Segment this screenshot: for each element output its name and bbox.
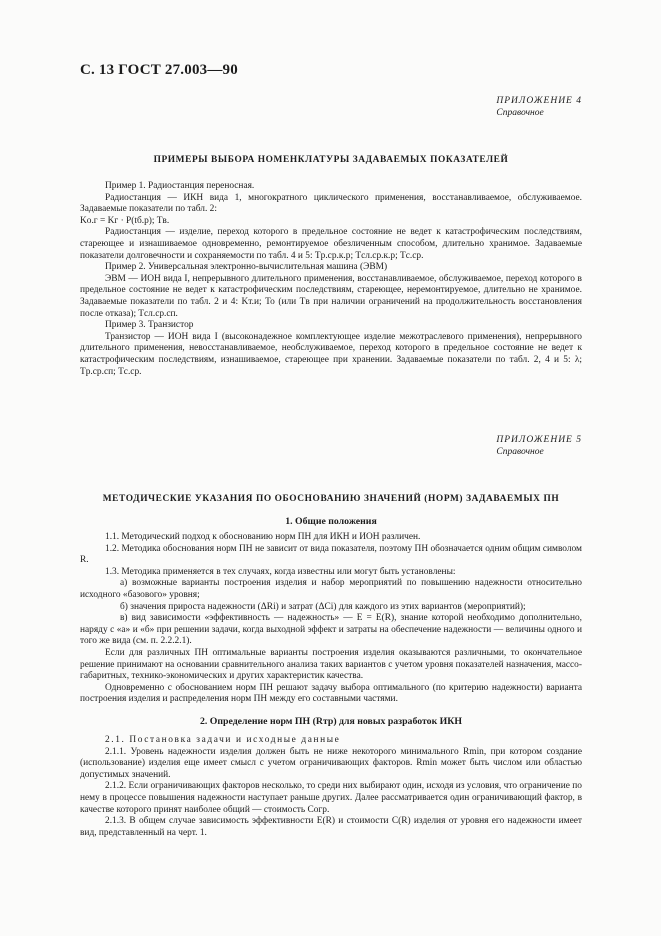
list-item: а) возможные варианты построения изделия и набор мероприятий по повышению надежности относительно исходного «базового» уровня;: [80, 578, 582, 600]
appendix-type: Справочное: [496, 108, 544, 118]
paragraph: Радиостанция — изделие, переход которого в предельное состояние не ведет к катастрофическим последствиям, стареющее и изнашиваемое одновременно, ремонтируемое обезличенным способом, длительно хранимое. Задаваемые показатели долговечности и сохраняемости по табл. 4 и 5: Tр.ср.к.р; Tсл.ср.к.р; Tс.ср.: [80, 227, 582, 261]
paragraph: Пример 1. Радиостанция переносная.: [105, 181, 255, 191]
page-header: С. 13 ГОСТ 27.003—90: [80, 62, 238, 78]
paragraph: 1.2. Методика обоснования норм ПН не зависит от вида показателя, поэтому ПН обозначается одним общим символом R.: [80, 543, 582, 566]
examples-block: [80, 181, 582, 378]
section-2-body: [80, 735, 582, 839]
appendix-5-heading: [496, 434, 582, 458]
appendix-label: ПРИЛОЖЕНИЕ 4: [496, 96, 582, 106]
paragraph: Радиостанция — ИКН вида 1, многократного циклического применения, восстанавливаемое, обслуживаемое. Задаваемые показатели по табл. 2:: [80, 192, 582, 215]
paragraph: 2.1.1. Уровень надежности изделия должен быть не ниже некоторого минимального Rmin, при котором создание (использование) изделия еще имеет смысл с учетом ограничивающих факторов. Rmin может быть числом или областью допустимых значений.: [80, 746, 582, 780]
paragraph: Одновременно с обоснованием норм ПН решают задачу выбора оптимального (по критерию надежности) варианта построения изделия и распределения норм ПН между его составными частями.: [80, 682, 582, 705]
paragraph: Пример 3. Транзистор: [105, 320, 194, 331]
paragraph: Пример 2. Универсальная электронно-вычислительная машина (ЭВМ): [105, 262, 388, 273]
subsection-title: 2.1. Постановка задачи и исходные данные: [105, 735, 341, 745]
appendix-4-heading: [496, 95, 582, 119]
section-1-body: [80, 532, 582, 706]
section-1-heading: 1. Общие положения: [285, 516, 377, 527]
appendix-5-title: МЕТОДИЧЕСКИЕ УКАЗАНИЯ ПО ОБОСНОВАНИЮ ЗНАЧЕНИЙ (НОРМ) ЗАДАВАЕМЫХ ПН: [102, 494, 560, 504]
paragraph: 1.1. Методический подход к обоснованию норм ПН для ИКН и ИОН различен.: [105, 532, 421, 542]
appendix-label: ПРИЛОЖЕНИЕ 5: [496, 435, 582, 445]
paragraph: 2.1.2. Если ограничивающих факторов несколько, то среди них выбирают один, исходя из условия, что ограничение по нему в процессе повышения надежности наступает раньше других. Далее рассматривается один ограничивающий фактор, в качестве которого принят наиболее общий — стоимость Cогр.: [80, 781, 582, 815]
appendix-type: Справочное: [496, 447, 544, 457]
paragraph: 1.3. Методика применяется в тех случаях, когда известны или могут быть установлены:: [105, 566, 456, 577]
paragraph: Транзистор — ИОН вида I (высоконадежное комплектующее изделие межотраслевого применения), непрерывного длительного применения, невосстанавливаемое, необслуживаемое, переход которого в предельное состояние не ведет к катастрофическим последствиям, изнашиваемое, стареющее при хранении. Задаваемые показатели по табл. 2, 4 и 5: λ; Tр.ср.сп; Tс.ср.: [80, 331, 582, 377]
list-item: в) вид зависимости «эффективность — надежность» — E = E(R), знание которой необходимо дополнительно, наряду с «а» и «б» при решении задачи, когда выходной эффект и затраты на обеспечение надежности — величины одного и того же вида (см. п. 2.2.2.1).: [80, 613, 582, 647]
list-item: б) значения прироста надежности (ΔRi) и затрат (ΔCi) для каждого из этих вариантов (мероприятий);: [120, 601, 526, 612]
paragraph: ЭВМ — ИОН вида I, непрерывного длительного применения, восстанавливаемое, обслуживаемое, переход которого в предельное состояние не ведет к катастрофическим последствиям, стареющее, неремонтируемое, длительно не хранимое. Задаваемые показатели по табл. 2 и 4: Kт.и; To (или Tв при наличии ограничений на продолжительность восстановления после отказа); Tсл.ср.сп.: [80, 273, 582, 319]
paragraph: Если для различных ПН оптимальные варианты построения изделия оказываются различными, то окончательное решение принимают на основании сравнительного анализа таких вариантов с учетом уровня показателей назначения, массо-габаритных, технико-экономических и других характеристик качества.: [80, 647, 582, 682]
formula: Kо.г = Kг · P(tб.р); Tв.: [80, 215, 170, 226]
paragraph: 2.1.3. В общем случае зависимость эффективности E(R) и стоимости C(R) изделия от уровня его надежности имеет вид, представленный на черт. 1.: [80, 816, 582, 838]
appendix-4-title: ПРИМЕРЫ ВЫБОРА НОМЕНКЛАТУРЫ ЗАДАВАЕМЫХ ПОКАЗАТЕЛЕЙ: [153, 155, 509, 165]
section-2-heading: 2. Определение норм ПН (Rтр) для новых разработок ИКН: [199, 716, 463, 727]
